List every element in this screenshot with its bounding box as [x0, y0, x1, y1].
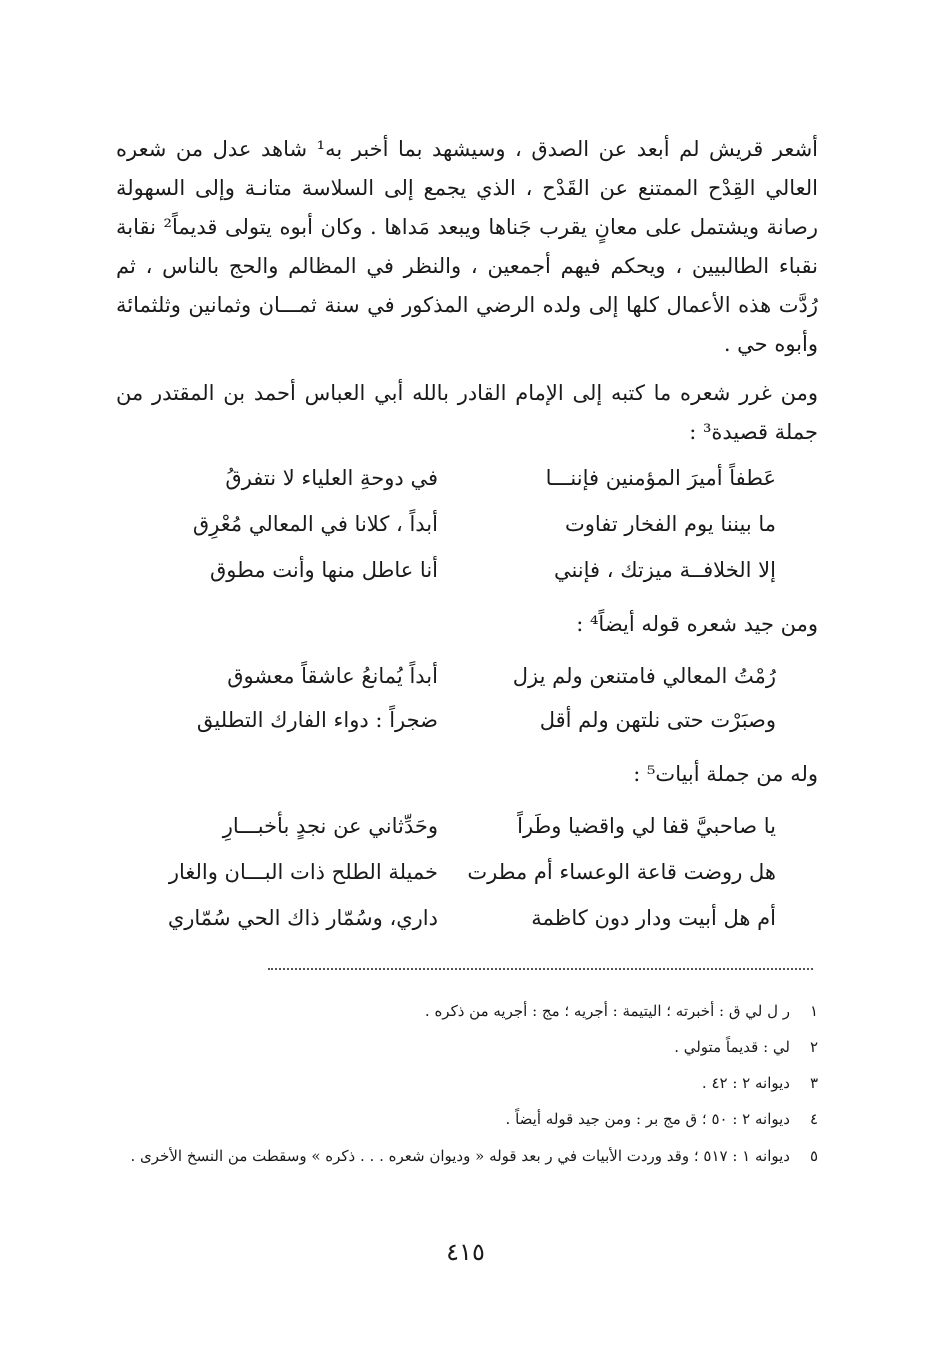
footnote [118, 996, 818, 1026]
hemistich-first: عَطفاً أميرَ المؤمنين فإننـــا [545, 466, 776, 490]
hemistich-second: في دوحةِ العلياء لا نتفرقُ [225, 466, 438, 490]
hemistich-second: وحَدِّثاني عن نجدٍ بأخبـــارِ [222, 814, 438, 838]
footnote-text: ديوانه ١ : ٥١٧ ؛ وقد وردت الأبيات في ر بعد قوله « وديوان شعره . . . ذكره » وسقطت من النسخ الأخرى . [130, 1147, 790, 1165]
hemistich-second: داري، وسُمّار ذاك الحي سُمّاري [167, 906, 438, 930]
hemistich-second: أنا عاطل منها وأنت مطوق [209, 558, 438, 582]
verse-line [116, 906, 776, 954]
hemistich-second: ضجراً : دواء الفارك التطليق [196, 708, 438, 732]
hemistich-first: أم هل أبيت ودار دون كاظمة [531, 906, 776, 930]
footnote-number: ٢ [809, 1038, 818, 1056]
hemistich-first: يا صاحبيَّ قفا لي واقضيا وطَراً [517, 814, 776, 838]
verse-line [116, 860, 776, 908]
intro-line-2: ومن جيد شعره قوله أيضاً⁴ : [576, 612, 818, 636]
intro-line-3: وله من جملة أبيات⁵ : [633, 762, 818, 786]
hemistich-second: خميلة الطلح ذات البـــان والغار [168, 860, 438, 884]
footnote [118, 1104, 818, 1134]
verse-line [116, 512, 776, 560]
verse-line [116, 664, 776, 712]
footnote-number: ٤ [809, 1110, 818, 1128]
verse-line [116, 558, 776, 606]
footnote [118, 1068, 818, 1098]
footnote-number: ٣ [809, 1074, 818, 1092]
footnote-text: ر ل لي ق : أخبرته ؛ اليتيمة : أجريه ؛ مج : أجريه من ذكره . [424, 1002, 790, 1020]
verse-line [116, 708, 776, 756]
verse-line [116, 814, 776, 862]
footnote-separator [268, 968, 813, 970]
footnote-text: ديوانه ٢ : ٤٢ . [701, 1074, 790, 1092]
footnote-number: ٥ [809, 1147, 818, 1165]
verse-line [116, 466, 776, 514]
hemistich-first: هل روضت قاعة الوعساء أم مطرت [467, 860, 776, 884]
footnote [118, 1140, 818, 1172]
paragraph-2: ومن غرر شعره ما كتبه إلى الإمام القادر بالله أبي العباس أحمد بن المقتدر من جملة قصيدة³ : [116, 381, 818, 444]
hemistich-first: وصبَرْت حتى نلتهن ولم أقل [539, 708, 776, 732]
footnote [118, 1032, 818, 1062]
paragraph-1: أشعر قريش لم أبعد عن الصدق ، وسيشهد بما أخبر به¹ شاهد عدل من شعره العالي القِدْح الممتنع عن القَدْح ، الذي يجمع إلى السلاسة متانـة وإلى السهولة رصانة ويشتمل على معانٍ يقرب جَناها ويبعد مَداها . وكان أبوه يتولى قديماً² نقابة نقباء الطالبيين ، ويحكم فيهم أجمعين ، والنظر في المظالم والحج بالناس ، ثم رُدَّت هذه الأعمال كلها إلى ولده الرضي المذكور في سنة ثمـــان وثمانين وثلثمائة وأبوه حي . [116, 137, 818, 356]
hemistich-first: ما بيننا يوم الفخار تفاوت [564, 512, 776, 536]
hemistich-second: أبداً ، كلانا في المعالي مُعْرِق [192, 512, 438, 536]
footnote-text: لي : قديماً متولي . [674, 1038, 790, 1056]
hemistich-first: رُمْتُ المعالي فامتنعن ولم يزل [512, 664, 776, 688]
footnote-text: ديوانه ٢ : ٥٠ ؛ ق مج بر : ومن جيد قوله أيضاً . [505, 1110, 790, 1128]
hemistich-second: أبداً يُمانعُ عاشقاً معشوق [227, 664, 438, 688]
hemistich-first: إلا الخلافــة ميزتك ، فإنني [553, 558, 776, 582]
page-number: ٤١٥ [446, 1238, 485, 1266]
footnote-number: ١ [809, 1002, 818, 1020]
